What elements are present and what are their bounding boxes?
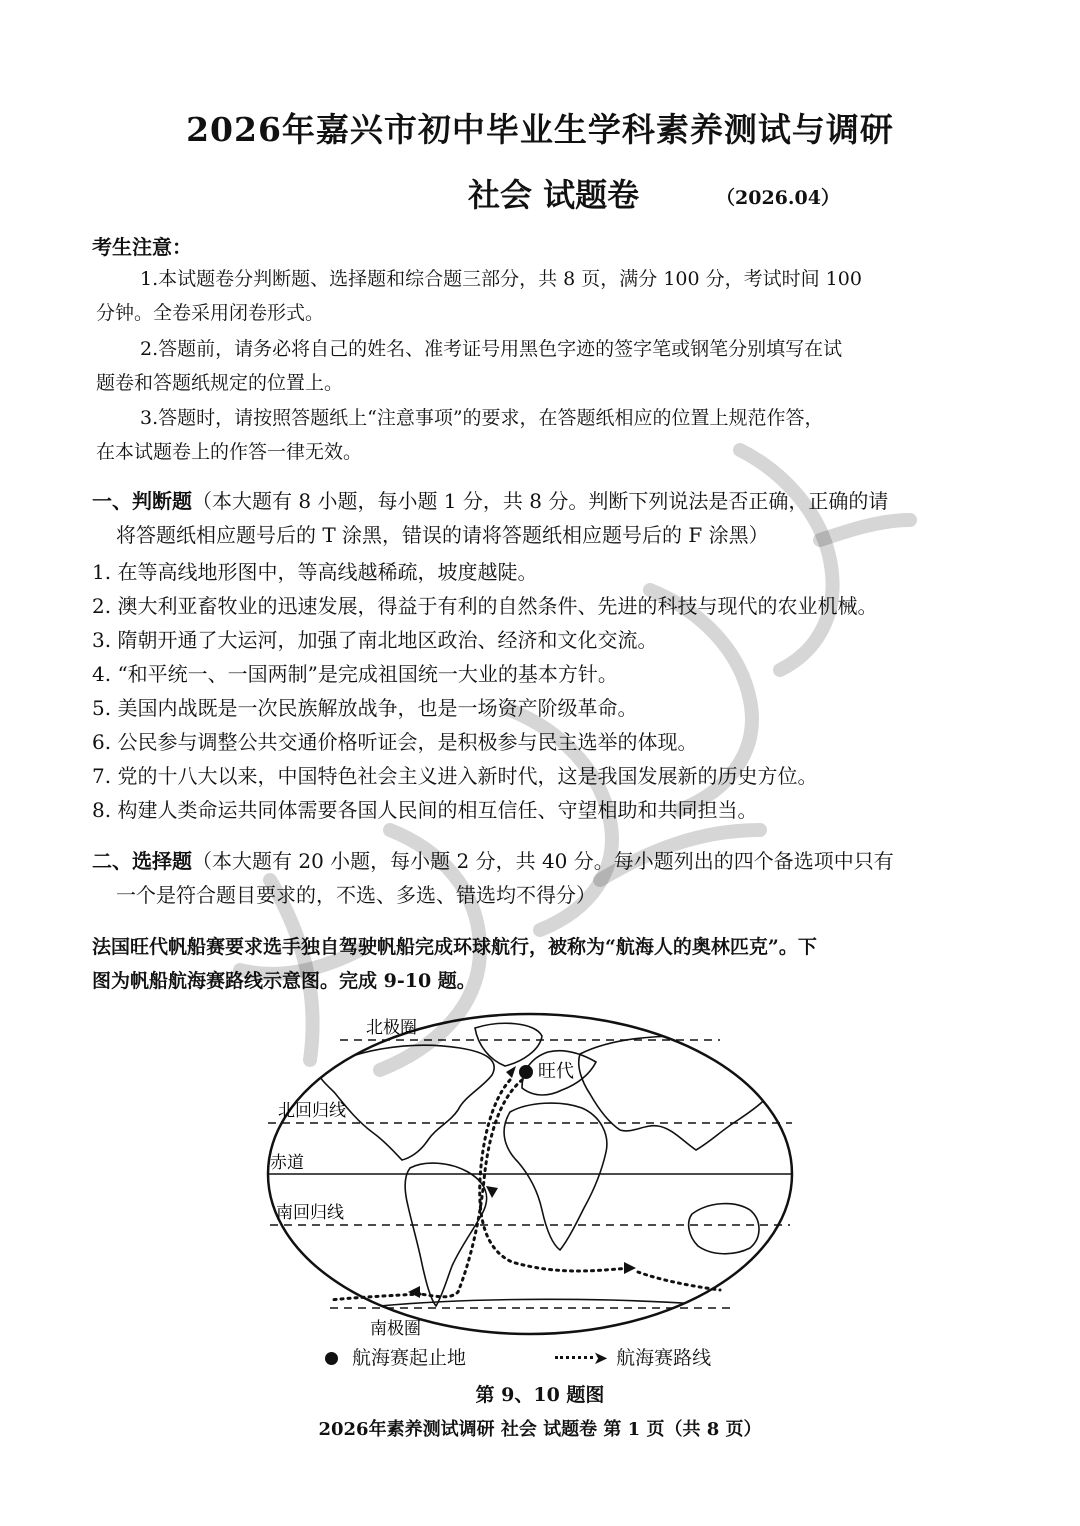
judge-item-2: 2. 澳大利亚畜牧业的迅速发展，得益于有利的自然条件、先进的科技与现代的农业机械。	[92, 594, 878, 618]
tropic-capricorn-label: 南回归线	[276, 1203, 344, 1223]
equator-label: 赤道	[270, 1153, 304, 1173]
section1-line1	[92, 484, 888, 518]
legend-start	[325, 1343, 466, 1370]
figure-caption: 第 9、10 题图	[475, 1384, 605, 1406]
south-america-shape	[405, 1163, 486, 1306]
notice-p2-line2: 题卷和答题纸规定的位置上。	[96, 372, 344, 394]
sailing-route-map	[260, 1000, 820, 1345]
legend-start-label: 航海赛起止地	[352, 1347, 467, 1369]
greenland-shape	[475, 1023, 542, 1066]
tropic-cancer-label: 北回归线	[278, 1101, 346, 1121]
exam-date: （2026.04）	[716, 187, 840, 209]
judge-item-7: 7. 党的十八大以来，中国特色社会主义进入新时代，这是我国发展新的历史方位。	[92, 764, 818, 788]
judge-item-5: 5. 美国内战既是一次民族解放战争，也是一场资产阶级革命。	[92, 696, 638, 720]
judge-item-8: 8. 构建人类命运共同体需要各国人民间的相互信任、守望相助和共同担当。	[92, 798, 758, 822]
antarctica-shape	[330, 1299, 780, 1312]
legend-dot-icon	[325, 1352, 338, 1365]
question-intro-line1: 法国旺代帆船赛要求选手独自驾驶帆船完成环球航行，被称为“航海人的奥林匹克”。下	[92, 936, 817, 958]
africa-shape	[504, 1103, 607, 1250]
notice-p3-line1: 3.答题时，请按照答题纸上“注意事项”的要求，在答题纸相应的位置上规范作答，	[140, 407, 824, 429]
notice-p1-line1: 1.本试题卷分判断题、选择题和综合题三部分，共 8 页，满分 100 分，考试时间 100	[140, 268, 862, 290]
exam-subtitle: 社会 试题卷	[468, 176, 640, 214]
legend-route	[555, 1343, 711, 1370]
page-footer: 2026年素养测试调研 社会 试题卷 第 1 页（共 8 页）	[318, 1419, 762, 1440]
judge-item-4: 4. “和平统一、一国两制”是完成祖国统一大业的基本方针。	[92, 662, 618, 686]
route-arrows	[408, 1066, 636, 1298]
vendee-label: 旺代	[538, 1061, 574, 1082]
section2-heading: 二、选择题	[92, 849, 192, 873]
section2-desc-line2: 一个是符合题目要求的，不选、多选、错选均不得分）	[116, 883, 596, 907]
legend-arrow-head-icon: ➤	[593, 1348, 609, 1369]
notice-p3-line2: 在本试题卷上的作答一律无效。	[96, 441, 363, 463]
judge-item-3: 3. 隋朝开通了大运河，加强了南北地区政治、经济和文化交流。	[92, 628, 658, 652]
australia-shape	[689, 1204, 759, 1254]
judge-item-1: 1. 在等高线地形图中，等高线越稀疏，坡度越陡。	[92, 560, 538, 584]
judge-item-6: 6. 公民参与调整公共交通价格听证会，是积极参与民主选举的体现。	[92, 730, 698, 754]
section1-desc-line1: （本大题有 8 小题，每小题 1 分，共 8 分。判断下列说法是否正确，正确的请	[192, 489, 889, 513]
section1-heading: 一、判断题	[92, 489, 192, 513]
notice-heading: 考生注意：	[92, 235, 192, 259]
notice-p1-line2: 分钟。全卷采用闭卷形式。	[96, 302, 325, 324]
world-map-svg	[260, 1000, 820, 1345]
asia-shape	[579, 1036, 782, 1150]
antarctic-label: 南极圈	[370, 1319, 421, 1339]
question-intro-line2: 图为帆船航海赛路线示意图。完成 9-10 题。	[92, 970, 476, 992]
arctic-label: 北极圈	[366, 1018, 417, 1038]
exam-title: 2026年嘉兴市初中毕业生学科素养测试与调研	[186, 110, 894, 149]
sailing-route	[330, 1080, 720, 1300]
legend-route-arrow-icon	[555, 1356, 593, 1359]
section1-desc-line2: 将答题纸相应题号后的 T 涂黑，错误的请将答题纸相应题号后的 F 涂黑）	[116, 523, 769, 547]
vendee-marker	[519, 1065, 533, 1079]
notice-p2-line1: 2.答题前，请务必将自己的姓名、准考证号用黑色字迹的签字笔或钢笔分别填写在试	[140, 338, 843, 360]
legend-route-label: 航海赛路线	[616, 1347, 712, 1369]
section2-desc-line1: （本大题有 20 小题，每小题 2 分，共 40 分。每小题列出的四个备选项中只有	[192, 849, 894, 873]
section2-line1	[92, 844, 894, 878]
